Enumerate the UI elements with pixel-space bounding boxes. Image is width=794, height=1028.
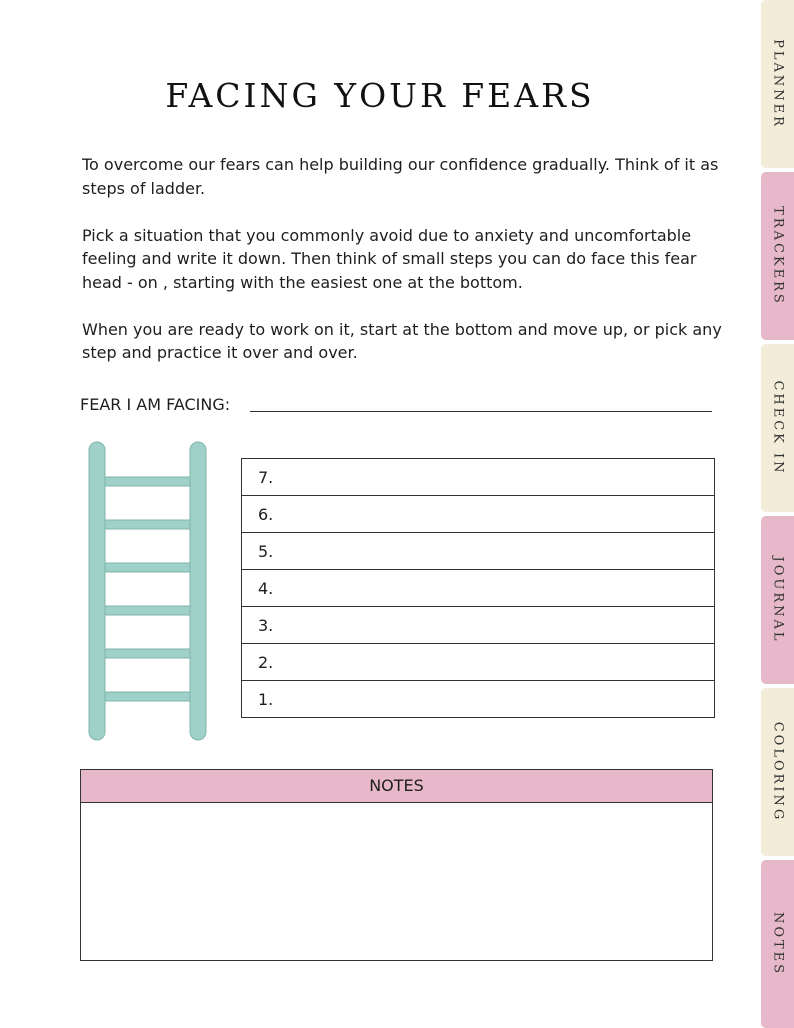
tab-planner[interactable] <box>761 0 794 168</box>
tab-journal[interactable] <box>761 516 794 684</box>
step-row-5[interactable]: 5. <box>242 533 714 570</box>
tab-label: JOURNAL <box>770 556 785 644</box>
step-row-2[interactable]: 2. <box>242 644 714 681</box>
ladder-rung <box>100 692 192 701</box>
notes-box <box>80 769 713 961</box>
notes-header: NOTES <box>81 770 712 803</box>
tab-label: CHECK IN <box>770 380 785 476</box>
step-row-6[interactable]: 6. <box>242 496 714 533</box>
step-row-4[interactable]: 4. <box>242 570 714 607</box>
intro-paragraph-1: To overcome our fears can help building our confidence gradually. Think of it as steps of ladder. <box>82 155 719 198</box>
tab-label: NOTES <box>770 911 785 977</box>
page-title: FACING YOUR FEARS <box>165 76 595 115</box>
intro-paragraph-3: When you are ready to work on it, start at the bottom and move up, or pick any step and practice it over and over. <box>82 319 722 362</box>
ladder-rung <box>100 606 192 615</box>
tab-trackers[interactable] <box>761 172 794 340</box>
fear-input-line[interactable] <box>250 411 712 412</box>
tab-label: PLANNER <box>770 39 785 129</box>
step-row-1[interactable]: 1. <box>242 681 714 718</box>
intro-paragraph-2: Pick a situation that you commonly avoid due to anxiety and uncomfortable feeling and write it down. Then think of small steps you can do face this fear head - on , starting with the easiest one at the bottom. <box>82 225 697 292</box>
fear-label: FEAR I AM FACING: <box>80 395 231 414</box>
tab-label: TRACKERS <box>770 206 785 306</box>
ladder-rung <box>100 520 192 529</box>
intro-text <box>82 153 722 388</box>
steps-table <box>241 458 715 718</box>
step-row-7[interactable]: 7. <box>242 459 714 496</box>
ladder-icon <box>86 440 210 744</box>
tab-label: COLORING <box>770 721 785 823</box>
step-row-3[interactable]: 3. <box>242 607 714 644</box>
ladder-rail-right <box>190 442 206 740</box>
ladder-rung <box>100 477 192 486</box>
ladder-rung <box>100 649 192 658</box>
ladder-rail-left <box>89 442 105 740</box>
section-tabs <box>761 0 794 1028</box>
fear-field[interactable] <box>80 395 712 415</box>
tab-coloring[interactable] <box>761 688 794 856</box>
tab-notes[interactable] <box>761 860 794 1028</box>
tab-check-in[interactable] <box>761 344 794 512</box>
ladder-rung <box>100 563 192 572</box>
